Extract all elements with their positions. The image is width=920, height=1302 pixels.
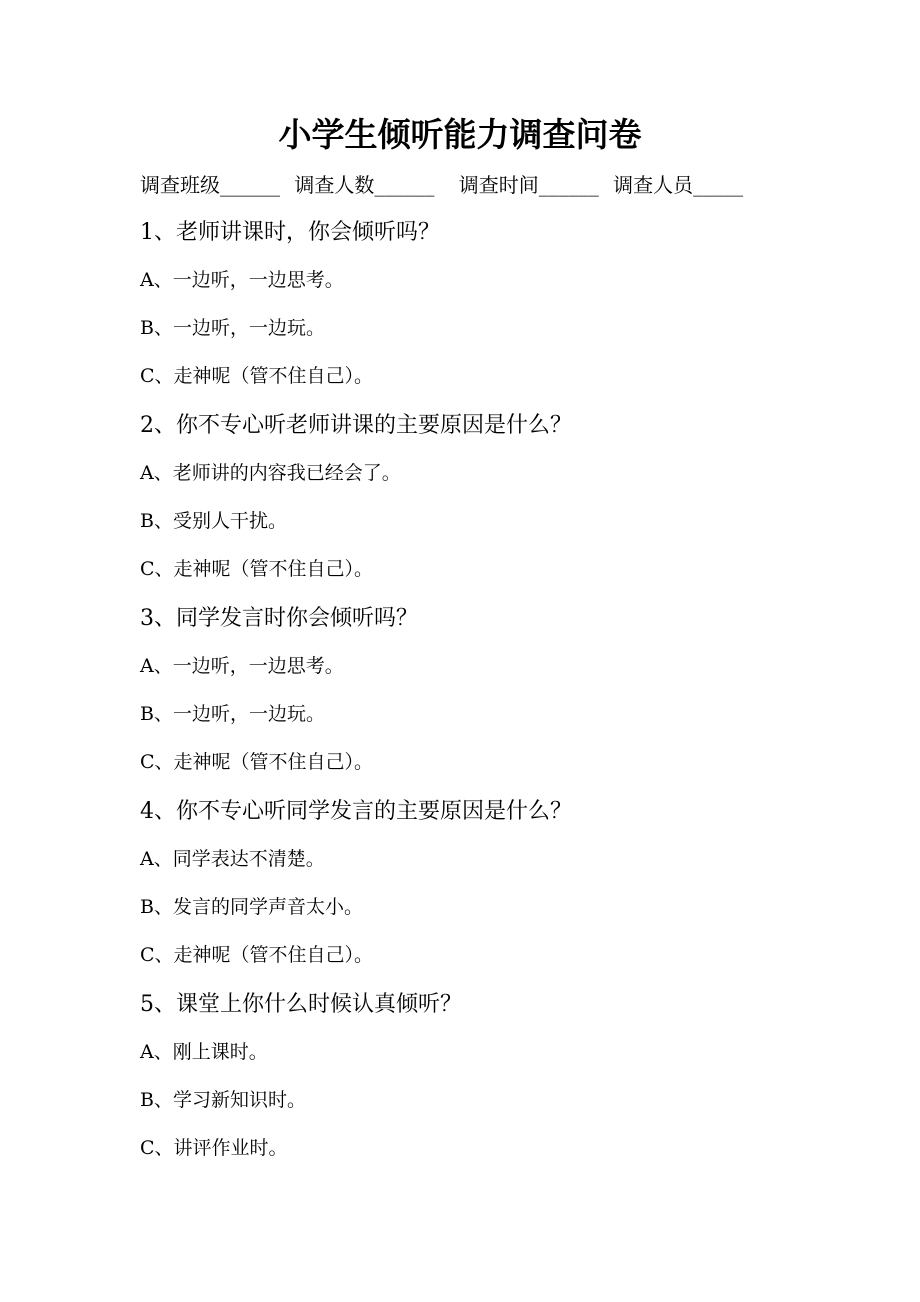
question-3: [140, 600, 840, 781]
question-text: 5、课堂上你什么时候认真倾听？: [140, 992, 462, 1017]
option-a: A、一边听，一边思考。: [140, 269, 344, 291]
question-5: [140, 986, 840, 1167]
option-c: C、走神呢（管不住自己）。: [140, 944, 374, 966]
question-list: [140, 214, 840, 1179]
option-a: A、同学表达不清楚。: [140, 848, 325, 870]
question-1: [140, 214, 840, 395]
survey-meta-line: [140, 170, 800, 200]
option-c: C、走神呢（管不住自己）。: [140, 558, 374, 580]
meta-field-time: 调查时间______: [458, 173, 599, 197]
option-b: B、一边听，一边玩。: [140, 703, 325, 725]
option-a: A、老师讲的内容我已经会了。: [140, 462, 401, 484]
meta-field-class: 调查班级______: [140, 173, 280, 197]
option-c: C、讲评作业时。: [140, 1137, 288, 1159]
question-text: 2、你不专心听老师讲课的主要原因是什么？: [140, 413, 572, 438]
question-text: 1、老师讲课时，你会倾听吗？: [140, 220, 440, 245]
page-title: 小学生倾听能力调查问卷: [278, 115, 642, 154]
option-b: B、受别人干扰。: [140, 510, 287, 532]
question-2: [140, 407, 840, 588]
option-b: B、发言的同学声音太小。: [140, 896, 363, 918]
option-a: A、一边听，一边思考。: [140, 655, 344, 677]
meta-field-surveyor: 调查人员_____: [613, 173, 744, 197]
option-b: B、学习新知识时。: [140, 1089, 306, 1111]
question-text: 4、你不专心听同学发言的主要原因是什么？: [140, 799, 572, 824]
option-a: A、刚上课时。: [140, 1041, 268, 1063]
option-c: C、走神呢（管不住自己）。: [140, 751, 374, 773]
question-4: [140, 793, 840, 974]
meta-field-count: 调查人数______: [294, 173, 435, 197]
option-b: B、一边听，一边玩。: [140, 317, 325, 339]
option-c: C、走神呢（管不住自己）。: [140, 365, 374, 387]
question-text: 3、同学发言时你会倾听吗？: [140, 606, 418, 631]
